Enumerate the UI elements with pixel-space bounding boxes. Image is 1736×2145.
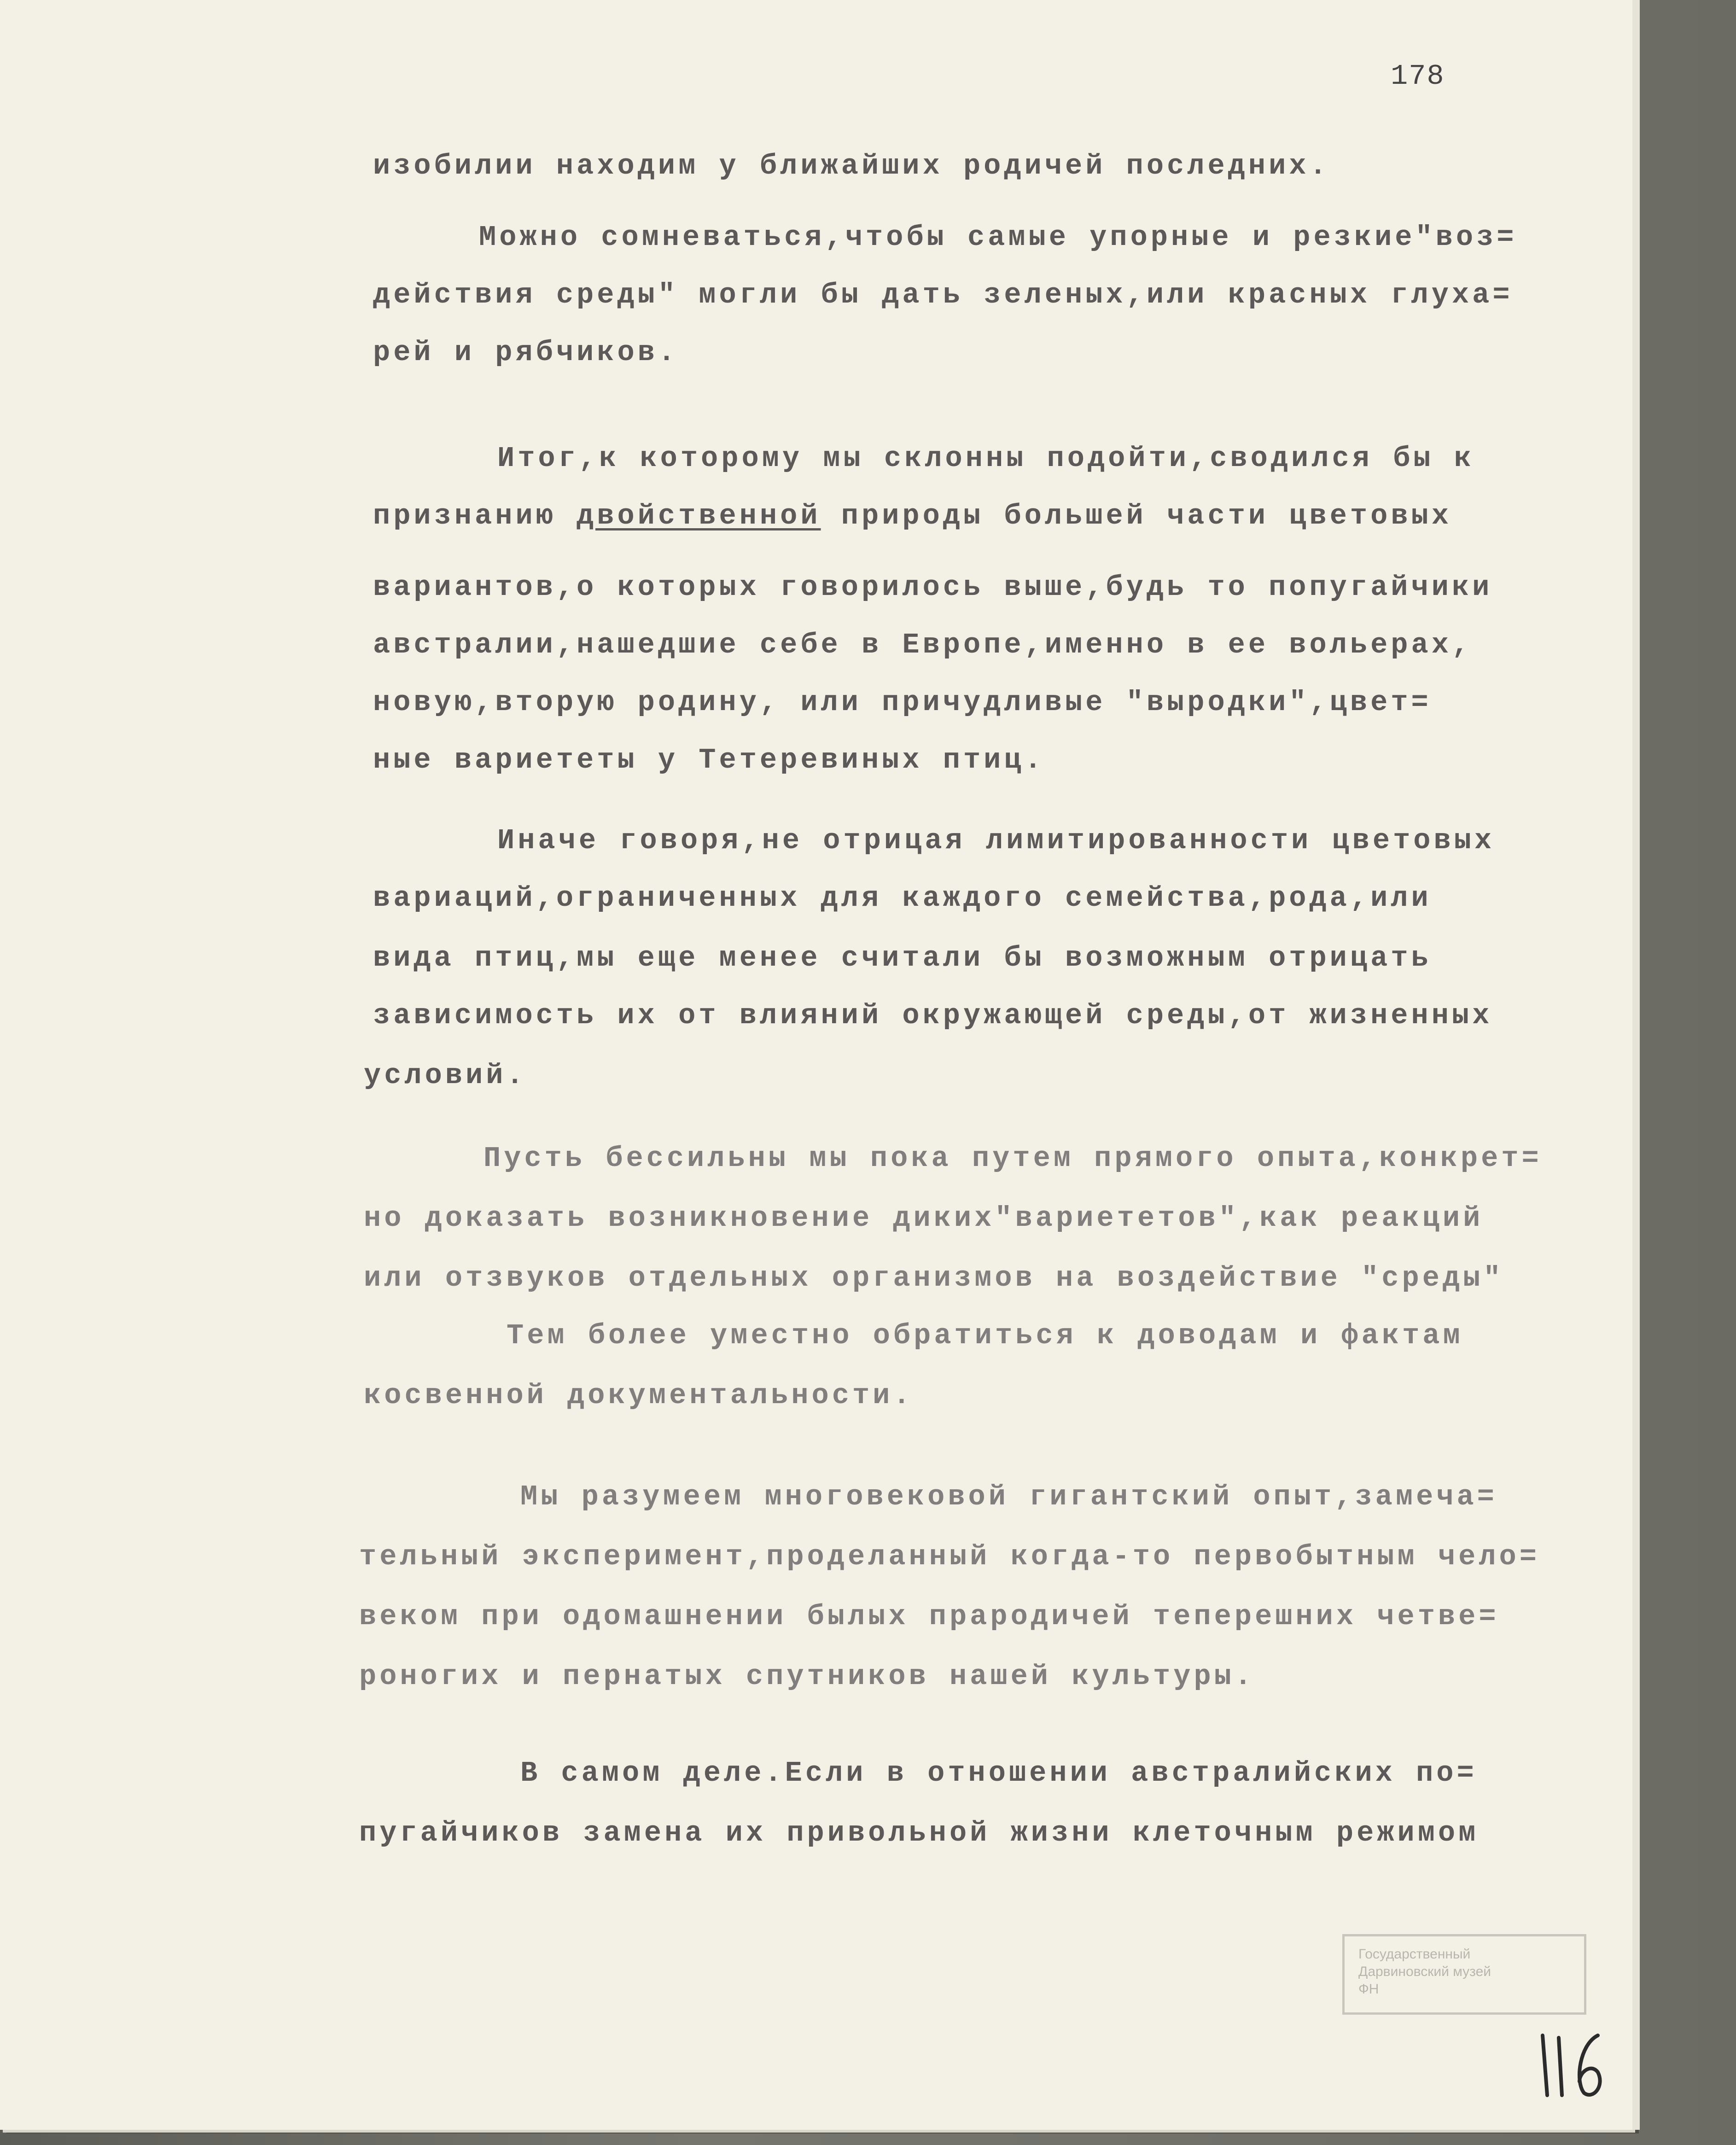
text-line: действия среды" могли бы дать зеленых,или красных глуха= (373, 279, 1513, 311)
text-line: австралии,нашедшие себе в Европе,именно в ее вольерах, (373, 629, 1473, 661)
text-line: изобилии находим у ближайших родичей последних. (373, 150, 1330, 182)
text-line: В самом деле.Если в отношении австралийских по= (520, 1757, 1477, 1789)
handwritten-folio-number (1533, 2026, 1612, 2100)
text-line: но доказать возникновение диких"вариететов",как реакций (364, 1202, 1484, 1235)
text-line: вариантов,о которых говорилось выше,будь то попугайчики (373, 571, 1493, 604)
text-line: вариаций,ограниченных для каждого семейства,рода,или (373, 882, 1432, 915)
text-line: рей и рябчиков. (373, 336, 679, 369)
text-line: роногих и пернатых спутников нашей культуры. (359, 1660, 1255, 1693)
text-line: Тем более уместно обратиться к доводам и фактам (507, 1319, 1463, 1352)
text-line: ные вариететы у Тетеревиных птиц. (373, 744, 1045, 776)
text-line: или отзвуков отдельных организмов на воздействие "среды" (364, 1262, 1504, 1294)
text-line: Можно сомневаться,чтобы самые упорные и резкие"воз= (479, 221, 1517, 254)
text-line (373, 500, 1452, 532)
text-line: веком при одомашнении былых прародичей теперешних четве= (359, 1600, 1499, 1633)
text-line: вида птиц,мы еще менее считали бы возможным отрицать (373, 942, 1432, 974)
text-line: пугайчиков замена их привольной жизни клеточным режимом (359, 1817, 1479, 1849)
archive-stamp (1342, 1934, 1586, 2015)
stamp-line: ФН (1358, 1982, 1379, 1997)
underlined-word: двойственной (577, 500, 821, 532)
text-line: условий. (364, 1059, 527, 1092)
page-edge (1632, 0, 1640, 2130)
text-line: косвенной документальности. (364, 1379, 914, 1412)
text-line: Иначе говоря,не отрицая лимитированности цветовых (497, 824, 1495, 857)
text-line: зависимость их от влияний окружающей среды,от жизненных (373, 999, 1493, 1032)
text-line: новую,вторую родину, или причудливые "выродки",цвет= (373, 686, 1432, 719)
text-fragment: признанию (373, 500, 556, 532)
text-fragment: природы большей части цветовых (841, 500, 1452, 532)
page-number: 178 (1391, 60, 1445, 93)
text-line: Итог,к которому мы склонны подойти,сводился бы к (497, 442, 1474, 475)
text-line: Пусть бессильны мы пока путем прямого опыта,конкрет= (484, 1142, 1542, 1175)
text-line: Мы разумеем многовековой гигантский опыт,замеча= (520, 1481, 1497, 1513)
stamp-line: Дарвиновский музей (1358, 1964, 1491, 1979)
stamp-line: Государственный (1358, 1947, 1471, 1962)
text-line: тельный эксперимент,проделанный когда-то первобытным чело= (359, 1540, 1540, 1573)
